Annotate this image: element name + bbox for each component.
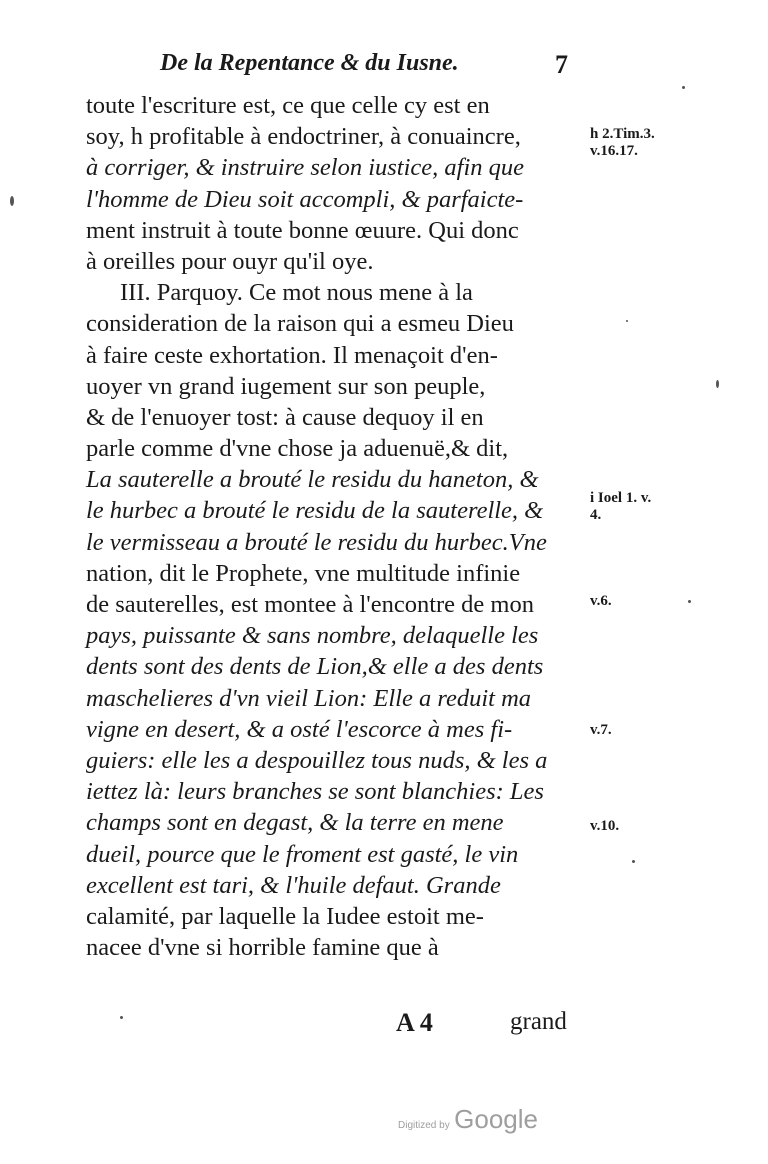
body-text [86,90,580,963]
text-line: excellent est tari, & l'huile defaut. Grande [86,871,501,899]
catchword: grand [510,1008,567,1035]
ink-speck [682,86,685,89]
google-watermark [398,1104,538,1135]
text-line: dents sont des dents de Lion,& elle a des dents [86,653,544,681]
text-line: le hurbec a brouté le residu de la sauterelle, & [86,497,544,525]
text-line: guiers: elle les a despouillez tous nuds, & les a [86,746,548,774]
margin-note: h 2.Tim.3. v.16.17. [590,126,655,159]
text-line: uoyer vn grand iugement sur son peuple, [86,372,486,400]
text-line: l'homme de Dieu soit accompli, & parfaicte- [86,185,524,213]
text-line: le vermisseau a brouté le residu du hurbec.Vne [86,528,547,556]
running-header [160,50,580,77]
text-line: à corriger, & instruire selon iustice, afin que [86,154,525,182]
margin-note: v.6. [590,593,612,609]
ink-speck [688,600,691,603]
ink-speck [632,860,635,863]
text-line: calamité, par laquelle la Iudee estoit me- [86,902,484,930]
margin-note: v.10. [590,818,620,834]
text-line: à faire ceste exhortation. Il menaçoit d'en- [86,341,498,369]
margin-note: v.7. [590,722,612,738]
text-line: & de l'enuoyer tost: à cause dequoy il en [86,403,484,431]
text-line: La sauterelle a brouté le residu du haneton, & [86,466,539,494]
running-title: De la Repentance & du Iusne. [160,50,459,76]
text-line: nacee d'vne si horrible famine que à [86,934,439,962]
text-line: de sauterelles, est montee à l'encontre de mon [86,591,534,618]
watermark-prefix: Digitized by [398,1120,450,1131]
text-line: parle comme d'vne chose ja aduenuë,& dit, [86,435,509,463]
text-line: nation, dit le Prophete, vne multitude infinie [86,559,521,587]
signature-mark: A 4 [396,1008,433,1037]
text-line: toute l'escriture est, ce que celle cy est en [86,92,490,119]
text-line: pays, puissante & sans nombre, delaquelle les [86,622,539,650]
text-line: à oreilles pour ouyr qu'il oye. [86,247,374,275]
margin-note: i Ioel 1. v. 4. [590,490,652,523]
ink-speck [626,320,628,322]
text-line: ment instruit à toute bonne œuure. Qui donc [86,216,519,244]
page-number: 7 [555,50,568,79]
text-line: vigne en desert, & a osté l'escorce à mes fi- [86,715,513,743]
text-line: champs sont en degast, & la terre en mene [86,809,504,837]
text-line: soy, h profitable à endoctriner, à conuaincre, [86,123,521,151]
text-line: maschelieres d'vn vieil Lion: Elle a reduit ma [86,684,532,712]
text-line: III. Parquoy. Ce mot nous mene à la [120,279,473,307]
text-line: iettez là: leurs branches se sont blanchies: Les [86,778,544,806]
ink-speck [120,1016,123,1019]
text-line: dueil, pource que le froment est gasté, le vin [86,840,519,868]
ink-speck [716,380,719,388]
text-line: consideration de la raison qui a esmeu Dieu [86,310,514,338]
ink-speck [10,196,14,206]
watermark-logo: Google [454,1104,538,1134]
